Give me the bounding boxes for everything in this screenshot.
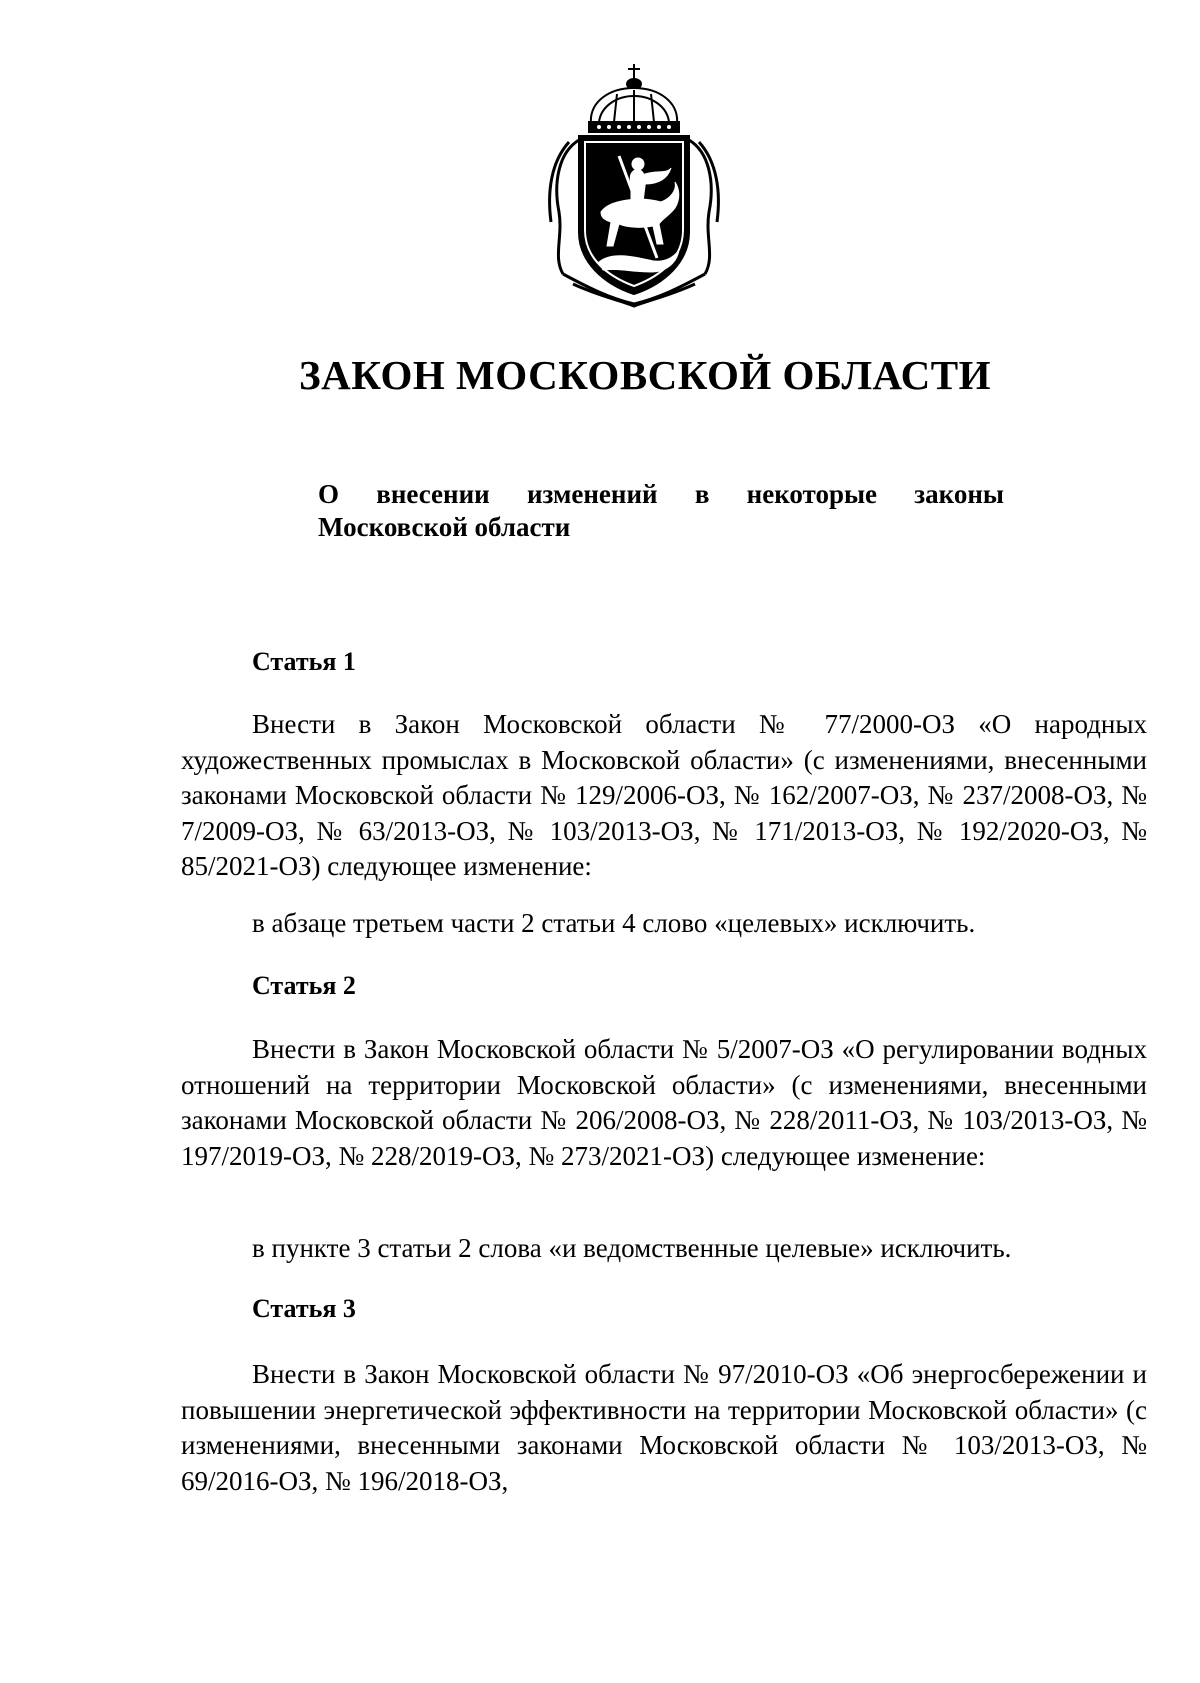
- article-1-text: Внести в Закон Московской области № 77/2000-ОЗ «О народных художественных промыслах в Московской области» (с изменениями, внесенными законами Московской области № 129/2006-ОЗ, № 162/2007-ОЗ, № 237/2008-ОЗ, № 7/2009-ОЗ, № 63/2013-ОЗ, № 103/2013-ОЗ, № 171/2013-ОЗ, № 192/2020-ОЗ, № 85/2021-ОЗ) следующее изменение:: [181, 709, 1147, 881]
- law-subject-line-1: О внесении изменений в некоторые законы: [318, 479, 1004, 509]
- law-subject-line-2: Московской области: [318, 512, 571, 542]
- article-3-heading: Статья 3: [252, 1294, 356, 1323]
- law-subject: [318, 478, 1004, 544]
- moscow-oblast-coat-of-arms-icon: [539, 62, 729, 308]
- article-1-heading: Статья 1: [252, 647, 356, 676]
- article-2-text: Внести в Закон Московской области № 5/2007-ОЗ «О регулировании водных отношений на территории Московской области» (с изменениями, внесенными законами Московской области № 206/2008-ОЗ, № 228/2011-ОЗ, № 103/2013-ОЗ, № 197/2019-ОЗ, № 228/2019-ОЗ, № 273/2021-ОЗ) следующее изменение:: [181, 1034, 1147, 1171]
- article-2-heading: Статья 2: [252, 971, 356, 1000]
- article-2-change: в пункте 3 статьи 2 слова «и ведомственные целевые» исключить.: [252, 1233, 1012, 1263]
- article-1-change: в абзаце третьем части 2 статьи 4 слово «целевых» исключить.: [252, 908, 976, 938]
- document-title: ЗАКОН МОСКОВСКОЙ ОБЛАСТИ: [299, 352, 991, 398]
- article-3-text: Внести в Закон Московской области № 97/2010-ОЗ «Об энергосбережении и повышении энергетической эффективности на территории Московской области» (с изменениями, внесенными законами Московской области № 103/2013-ОЗ, № 69/2016-ОЗ, № 196/2018-ОЗ,: [181, 1359, 1147, 1496]
